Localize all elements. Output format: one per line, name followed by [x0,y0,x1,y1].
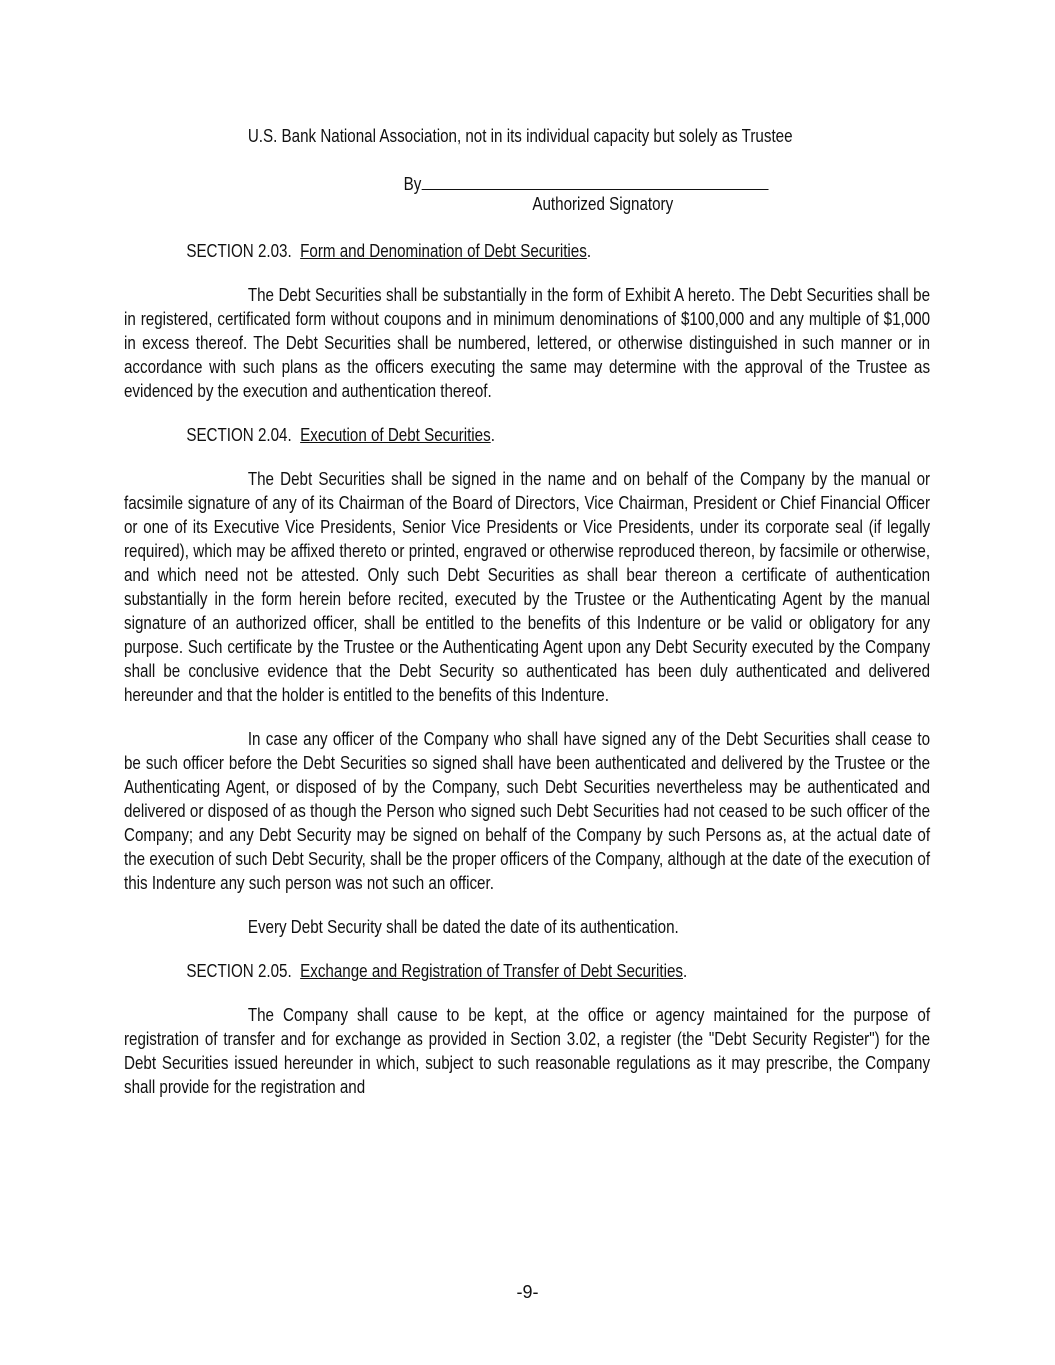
signature-block [124,169,930,216]
section-heading-2-03: SECTION 2.03. Form and Denomination of Debt Securities. [186,240,592,261]
section-paragraph: The Debt Securities shall be signed in the name and on behalf of the Company by the manual or facsimile signature of any of its Chairman of the Board of Directors, Vice Chairman, President or Chief Financial Officer or one of its Executive Vice Presidents, Senior Vice Presidents or Vice Presidents, under its corporate seal (if legally required), which may be affixed thereto or printed, engraved or otherwise reproduced thereon, by facsimile or otherwise, and which need not be attested. Only such Debt Securities as shall bear thereon a certificate of authentication substantially in the form herein before recited, executed by the Trustee or the Authenticating Agent by the manual signature of an authorized officer, shall be entitled to the benefits of this Indenture or be valid or obligatory for any purpose. Such certificate by the Trustee or the Authenticating Agent upon any Debt Security executed by the Company shall be conclusive evidence that the Debt Security so authenticated has been duly authenticated and delivered hereunder and that the holder is entitled to the benefits of this Indenture. [124,468,931,705]
section-heading-2-04: SECTION 2.04. Execution of Debt Securities. [186,424,495,445]
trustee-line: U.S. Bank National Association, not in its individual capacity but solely as Trustee [247,125,793,146]
page-number: -9- [516,1282,539,1302]
signature-underline [421,169,768,190]
section-title: Execution of Debt Securities [300,424,491,445]
section-number: SECTION 2.05. [186,960,292,981]
section-heading-2-05: SECTION 2.05. Exchange and Registration of Transfer of Debt Securities. [186,960,688,981]
section-paragraph: The Debt Securities shall be substantially in the form of Exhibit A hereto. The Debt Securities shall be in registered, certificated form without coupons and in minimum denominations of $100,000 and any multiple of $1,000 in excess thereof. The Debt Securities shall be numbered, lettered, or otherwise distinguished in such manner or in accordance with such plans as the officers executing the same may determine with the approval of the Trustee as evidenced by the execution and authentication thereof. [124,284,931,401]
by-label: By [403,173,422,194]
authorized-signatory-label: Authorized Signatory [532,193,674,214]
section-paragraph: Every Debt Security shall be dated the date of its authentication. [247,916,679,937]
section-title: Exchange and Registration of Transfer of Debt Securities [300,960,683,981]
section-number: SECTION 2.04. [186,424,292,445]
document-page [124,124,930,1119]
section-paragraph: The Company shall cause to be kept, at the office or agency maintained for the purpose of registration of transfer and for exchange as provided in Section 3.02, a register (the "Debt Security Register") for the Debt Securities issued hereunder in which, subject to such reasonable regulations as it may prescribe, the Company shall provide for the registration and [124,1004,931,1097]
section-title: Form and Denomination of Debt Securities [300,240,587,261]
section-paragraph: In case any officer of the Company who shall have signed any of the Debt Securities shall cease to be such officer before the Debt Securities so signed shall have been authenticated and delivered by the Trustee or the Authenticating Agent, or disposed of by the Company, such Debt Securities nevertheless may be authenticated and delivered or disposed of as though the Person who signed such Debt Securities had not ceased to be such officer of the Company; and any Debt Security may be signed on behalf of the Company by such Persons as, at the actual date of the execution of such Debt Security, shall be the proper officers of the Company, although at the date of the execution of this Indenture any such person was not such an officer. [124,728,931,893]
section-number: SECTION 2.03. [186,240,292,261]
